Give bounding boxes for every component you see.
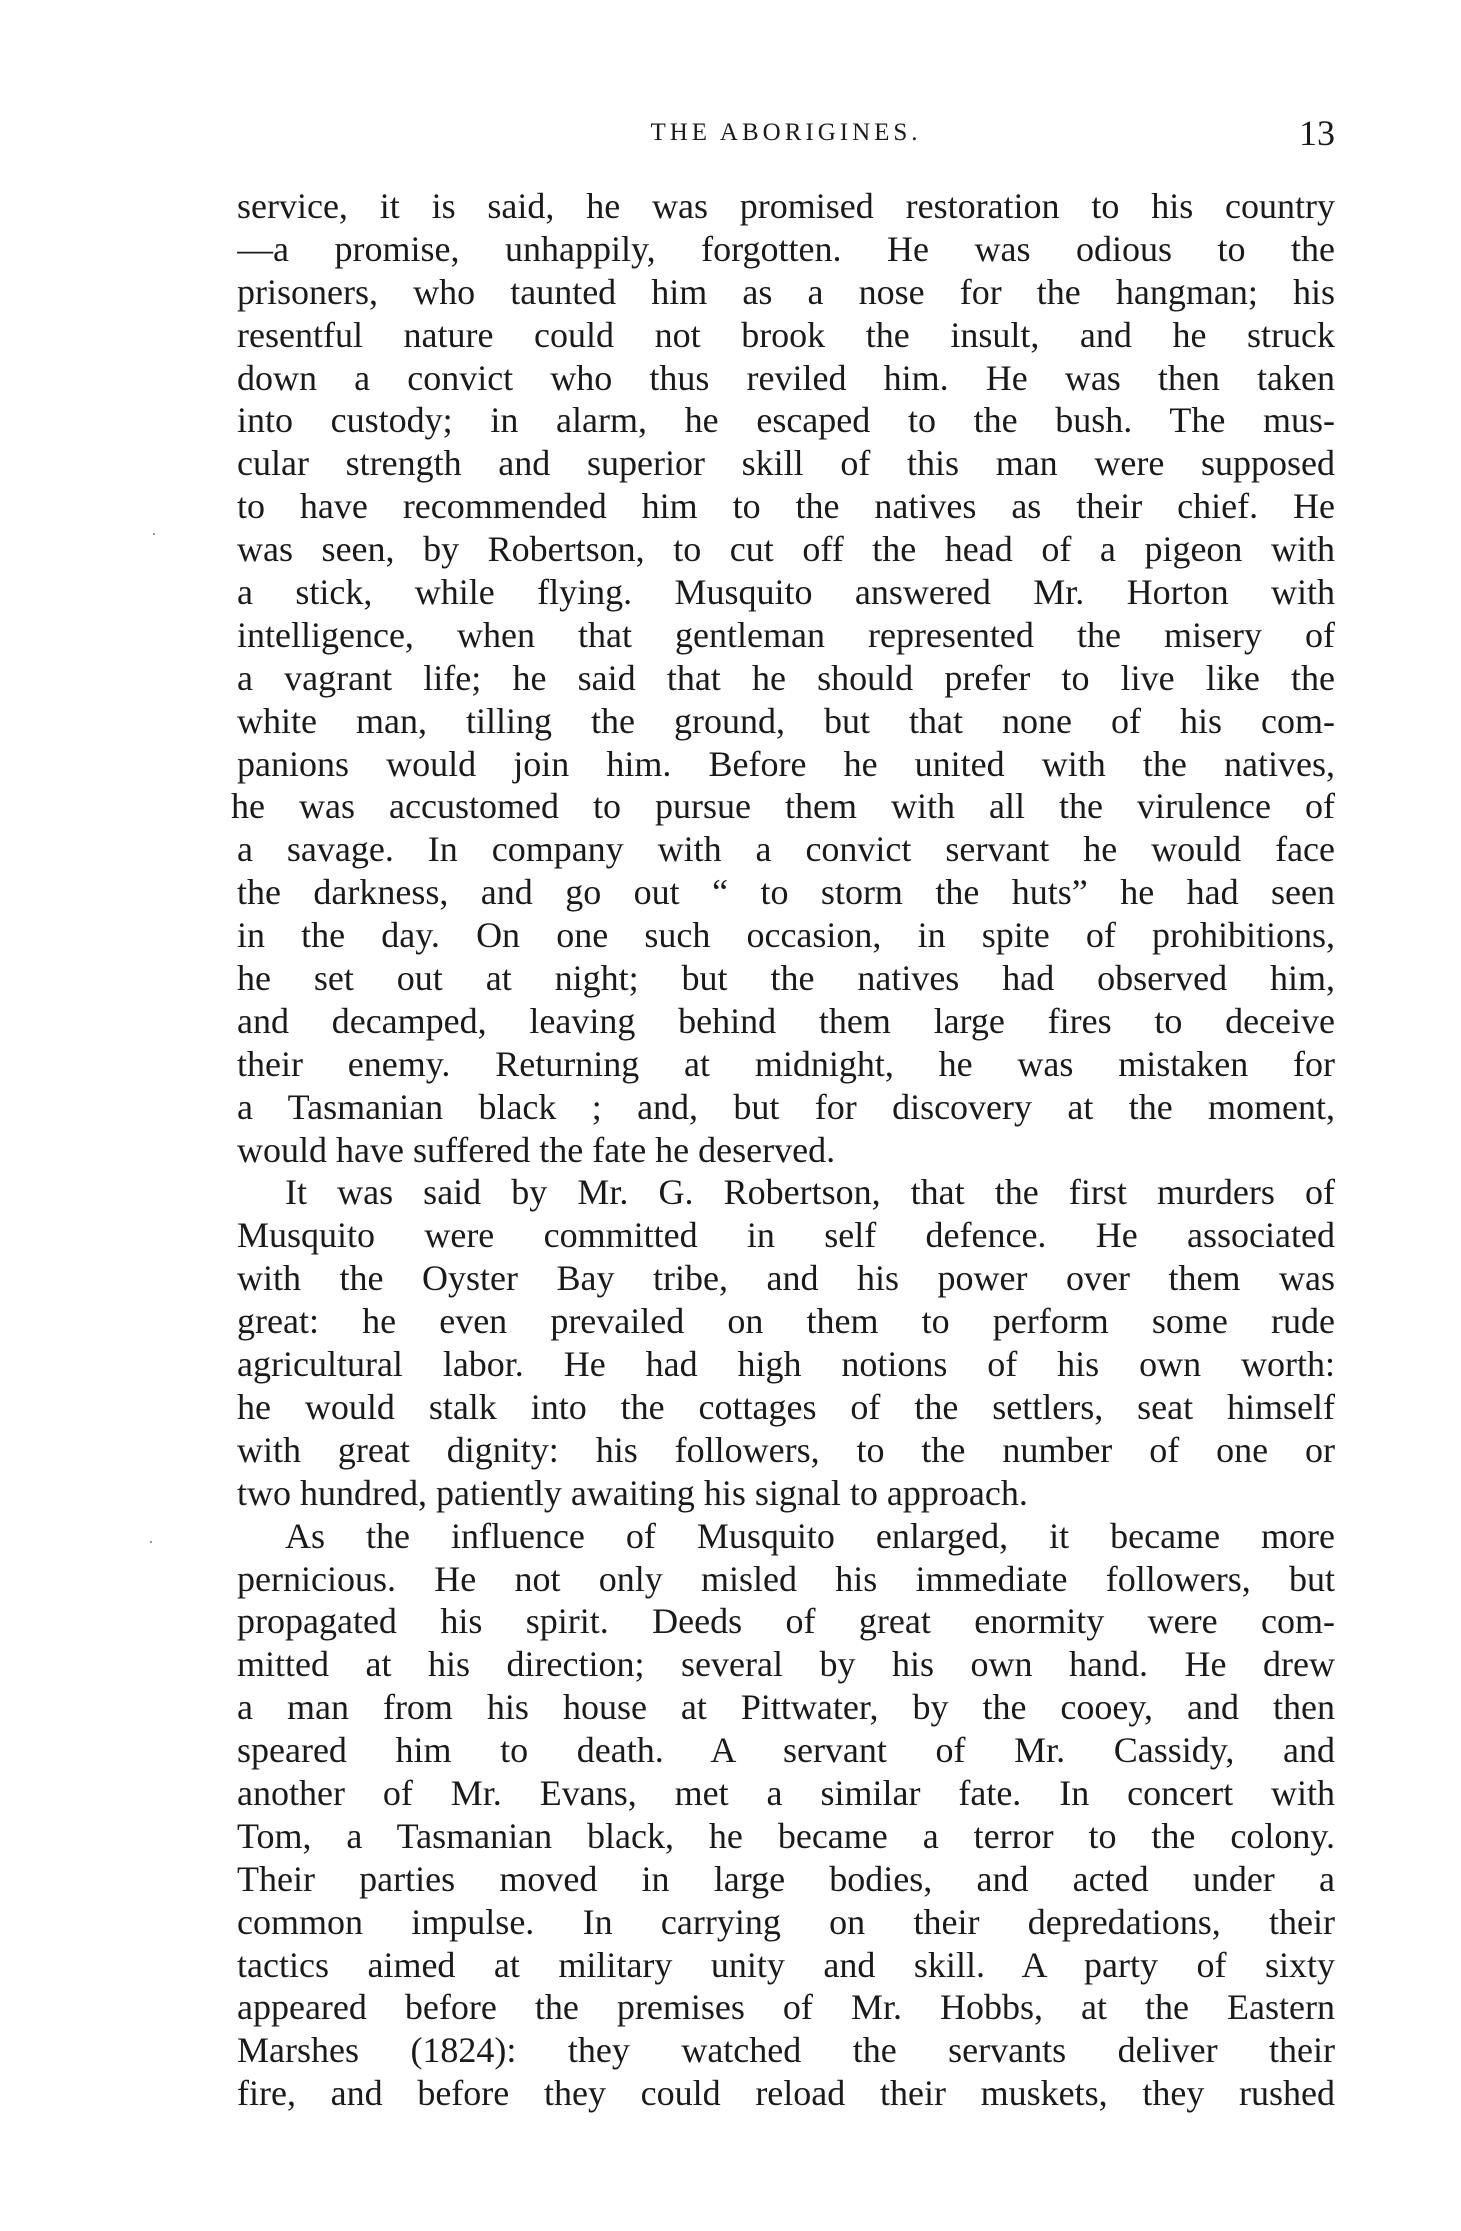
page-number: 13 (1299, 113, 1335, 153)
text-line: a vagrant life; he said that he should prefer to live like the (237, 657, 1335, 698)
text-line: a man from his house at Pittwater, by the cooey, and then (237, 1687, 1335, 1728)
text-line: would have suffered the fate he deserved. (237, 1129, 836, 1170)
text-line: he would stalk into the cottages of the settlers, seat himself (237, 1386, 1335, 1427)
text-line: Musquito were committed in self defence. He associated (237, 1215, 1335, 1256)
text-line: he was accustomed to pursue them with all the virulence of (231, 786, 1335, 827)
scan-speck (150, 1541, 152, 1543)
text-line: —a promise, unhappily, forgotten. He was odious to the (237, 228, 1335, 269)
text-line: he set out at night; but the natives had observed him, (237, 958, 1335, 999)
text-line: with great dignity: his followers, to the number of one or (237, 1429, 1335, 1470)
running-head (237, 108, 1335, 158)
text-line: with the Oyster Bay tribe, and his power over them was (237, 1258, 1335, 1299)
text-line: appeared before the premises of Mr. Hobbs, at the Eastern (237, 1987, 1335, 2028)
text-line: Tom, a Tasmanian black, he became a terror to the colony. (237, 1815, 1335, 1856)
text-line: great: he even prevailed on them to perform some rude (237, 1301, 1335, 1342)
text-line: As the influence of Musquito enlarged, it became more (285, 1515, 1335, 1556)
text-line: into custody; in alarm, he escaped to the bush. The mus- (237, 400, 1335, 441)
text-line: was seen, by Robertson, to cut off the head of a pigeon with (237, 529, 1335, 570)
text-line: in the day. On one such occasion, in spite of prohibitions, (237, 915, 1335, 956)
text-line: service, it is said, he was promised restoration to his country (237, 186, 1335, 226)
text-line: a Tasmanian black ; and, but for discovery at the moment, (237, 1086, 1335, 1127)
scan-speck (153, 533, 155, 535)
text-line: panions would join him. Before he united with the natives, (237, 743, 1335, 784)
text-line: common impulse. In carrying on their depredations, their (237, 1901, 1335, 1942)
text-line: a stick, while flying. Musquito answered Mr. Horton with (237, 572, 1335, 613)
body-text (231, 185, 1335, 2115)
text-line: and decamped, leaving behind them large fires to deceive (237, 1000, 1335, 1041)
text-line: intelligence, when that gentleman represented the misery of (237, 614, 1335, 655)
text-line: prisoners, who taunted him as a nose for the hangman; his (237, 271, 1335, 312)
text-line: It was said by Mr. G. Robertson, that the first murders of (285, 1172, 1335, 1213)
text-line: their enemy. Returning at midnight, he was mistaken for (237, 1043, 1335, 1084)
text-line: cular strength and superior skill of this man were supposed (237, 443, 1335, 484)
text-line: mitted at his direction; several by his own hand. He drew (237, 1644, 1335, 1685)
text-line: white man, tilling the ground, but that none of his com- (237, 700, 1335, 741)
text-line: the darkness, and go out “ to storm the huts” he had seen (237, 872, 1335, 913)
text-line: Their parties moved in large bodies, and acted under a (237, 1858, 1335, 1899)
text-line: to have recommended him to the natives as their chief. He (237, 486, 1335, 527)
text-line: two hundred, patiently awaiting his signal to approach. (237, 1472, 1028, 1513)
text-line: agricultural labor. He had high notions of his own worth: (237, 1344, 1335, 1385)
text-line: speared him to death. A servant of Mr. Cassidy, and (237, 1730, 1335, 1771)
text-line: pernicious. He not only misled his immediate followers, but (237, 1558, 1335, 1599)
text-line: a savage. In company with a convict servant he would face (237, 829, 1335, 870)
text-line: resentful nature could not brook the insult, and he struck (237, 314, 1335, 355)
text-line: Marshes (1824): they watched the servants deliver their (237, 2030, 1335, 2071)
text-line: fire, and before they could reload their muskets, they rushed (237, 2073, 1335, 2114)
text-line: propagated his spirit. Deeds of great enormity were com- (237, 1601, 1335, 1642)
text-line: tactics aimed at military unity and skill. A party of sixty (237, 1944, 1335, 1985)
running-title: THE ABORIGINES. (650, 119, 922, 146)
text-line: down a convict who thus reviled him. He was then taken (237, 357, 1335, 398)
text-line: another of Mr. Evans, met a similar fate. In concert with (237, 1772, 1335, 1813)
